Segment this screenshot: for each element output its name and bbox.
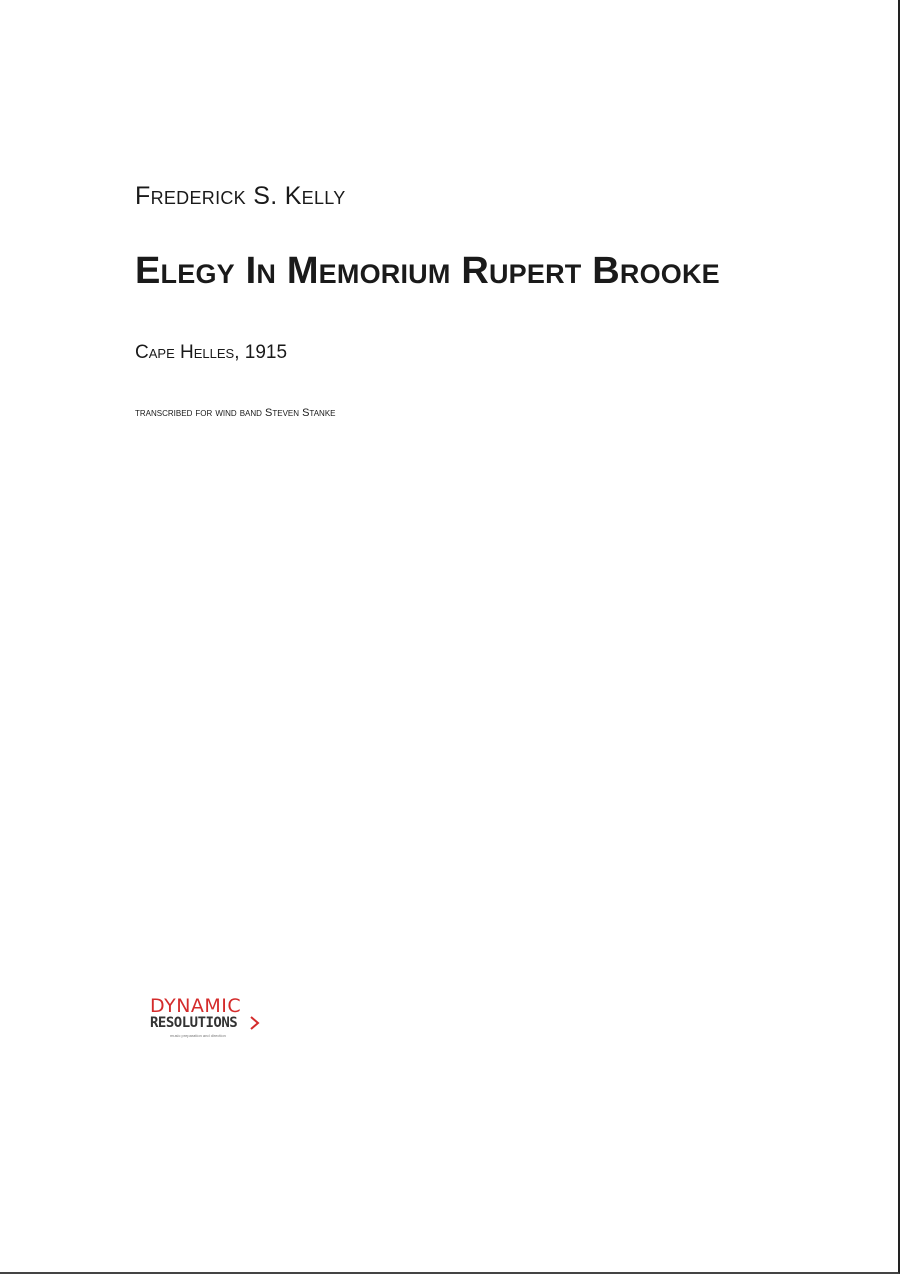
- piece-title: Elegy In Memorium Rupert Brooke: [135, 250, 720, 292]
- logo-bottom-word: RESOLUTIONS: [150, 1015, 238, 1031]
- chevron-right-icon: [249, 1015, 261, 1031]
- piece-subtitle: Cape Helles, 1915: [135, 342, 288, 363]
- logo-tagline: music preparation and direction: [170, 1033, 226, 1038]
- transcription-credit: transcribed for wind band Steven Stanke: [135, 407, 336, 419]
- logo-top-word: DYNAMIC: [150, 995, 242, 1017]
- publisher-logo: [150, 996, 270, 1044]
- composer-name: Frederick S. Kelly: [135, 182, 346, 210]
